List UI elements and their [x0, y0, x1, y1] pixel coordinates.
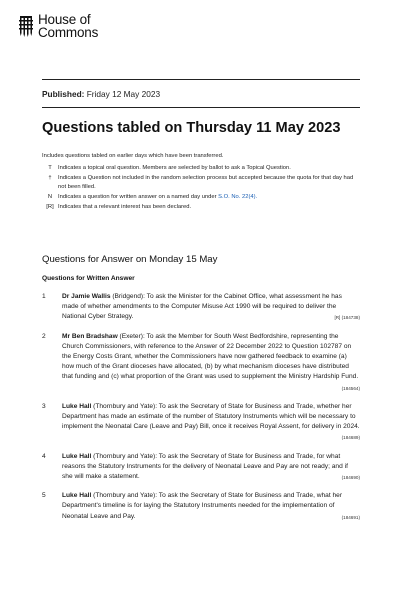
legend-text: Indicates a question for written answer on a named day under — [58, 193, 219, 200]
logo-line-1: House of — [38, 12, 91, 27]
question-text: (Thornbury and Yate): To ask the Secretary of State for Business and Trade, what her Department's timeline is for laying the Statutory Instruments needed for the implementation of Neonatal Leave and Pay. — [62, 492, 343, 520]
question-reference: (184691) — [341, 514, 360, 520]
question-member: Dr Jamie Wallis — [62, 293, 111, 300]
bottom-divider — [42, 107, 360, 108]
page-title: Questions tabled on Thursday 11 May 2023 — [42, 120, 341, 136]
house-of-commons-logo — [18, 14, 98, 39]
questions-list — [42, 292, 360, 523]
question-item — [42, 491, 360, 523]
legend-row-named-day — [42, 193, 362, 202]
legend-row-topical — [42, 164, 362, 173]
question-number: 2 — [42, 332, 46, 340]
question-number: 1 — [42, 293, 46, 300]
question-item — [42, 332, 360, 394]
portcullis-icon — [18, 15, 34, 37]
standing-order-link[interactable]: S.O. No. 22(4). — [218, 193, 258, 200]
published-line — [42, 89, 160, 99]
question-reference: (184690) — [341, 475, 360, 481]
question-text: (Exeter): To ask the Member for South West Bedfordshire, representing the Church Commissioners, with reference to the Answer of 22 December 2022 to Question 102787 on the Energy Costs Grant, whether the Commissioners have now gathered feedback to examine (a) how much of the Grant dioceses have allocated, (b) by what mechanism dioceses have distributed that funding and (c) what proportion of the Grant was used to supplement the Ministry Hardship Fund. — [62, 332, 359, 381]
published-date: Friday 12 May 2023 — [86, 89, 161, 99]
published-label: Published: — [42, 89, 85, 99]
question-number: 5 — [42, 492, 46, 500]
logo-line-2: Commons — [38, 24, 99, 40]
top-divider — [42, 79, 360, 80]
question-member: Mr Ben Bradshaw — [62, 332, 118, 340]
symbol-legend — [42, 164, 362, 213]
question-number: 3 — [42, 402, 46, 410]
question-item — [42, 402, 360, 444]
intro-text: Includes questions tabled on earlier days which have been transferred. — [42, 153, 224, 159]
section-heading: Questions for Answer on Monday 15 May — [42, 254, 218, 265]
legend-symbol: † — [48, 175, 52, 182]
question-reference: (184689) — [341, 435, 360, 441]
legend-symbol: T — [48, 165, 52, 171]
question-reference: (184564) — [341, 385, 360, 391]
question-number: 4 — [42, 452, 46, 460]
legend-row-relevant-interest — [42, 203, 362, 212]
question-text: (Bridgend): To ask the Minister for the Cabinet Office, what assessment he has made of whether amendments to the Computer Misuse Act 1990 will be required to deliver the National Cyber Strategy. — [62, 293, 342, 321]
legend-text: Indicates a topical oral question. Members are selected by ballot to ask a Topical Question. — [58, 165, 291, 171]
question-reference: [R] (184738) — [334, 315, 360, 321]
legend-symbol: [R] — [46, 204, 54, 211]
question-member: Luke Hall — [62, 452, 92, 460]
legend-text: Indicates that a relevant interest has been declared. — [58, 204, 192, 211]
question-member: Luke Hall — [62, 492, 92, 500]
legend-symbol: N — [47, 193, 53, 200]
question-member: Luke Hall — [62, 402, 92, 410]
question-item — [42, 452, 360, 484]
question-text: (Thornbury and Yate): To ask the Secretary of State for Business and Trade, whether her Department has made an estimate of the number of Statutory Instruments which will be necessary to implement the Neonatal Care (Leave and Pay) Bill, once it receives Royal Assent, for delivery in 2024. — [62, 402, 360, 431]
question-item — [42, 292, 360, 324]
sub-heading: Questions for Written Answer — [42, 275, 135, 282]
legend-text: Indicates a Question not included in the random selection process but accepted because the quota for that day had not been filled. — [58, 175, 354, 190]
question-text: (Thornbury and Yate): To ask the Secretary of State for Business and Trade, for what reasons the Statutory Instruments for the delivery of Neonatal Leave and Pay are not ready; and if she will make a statement. — [62, 452, 348, 481]
legend-row-not-included — [42, 174, 362, 191]
